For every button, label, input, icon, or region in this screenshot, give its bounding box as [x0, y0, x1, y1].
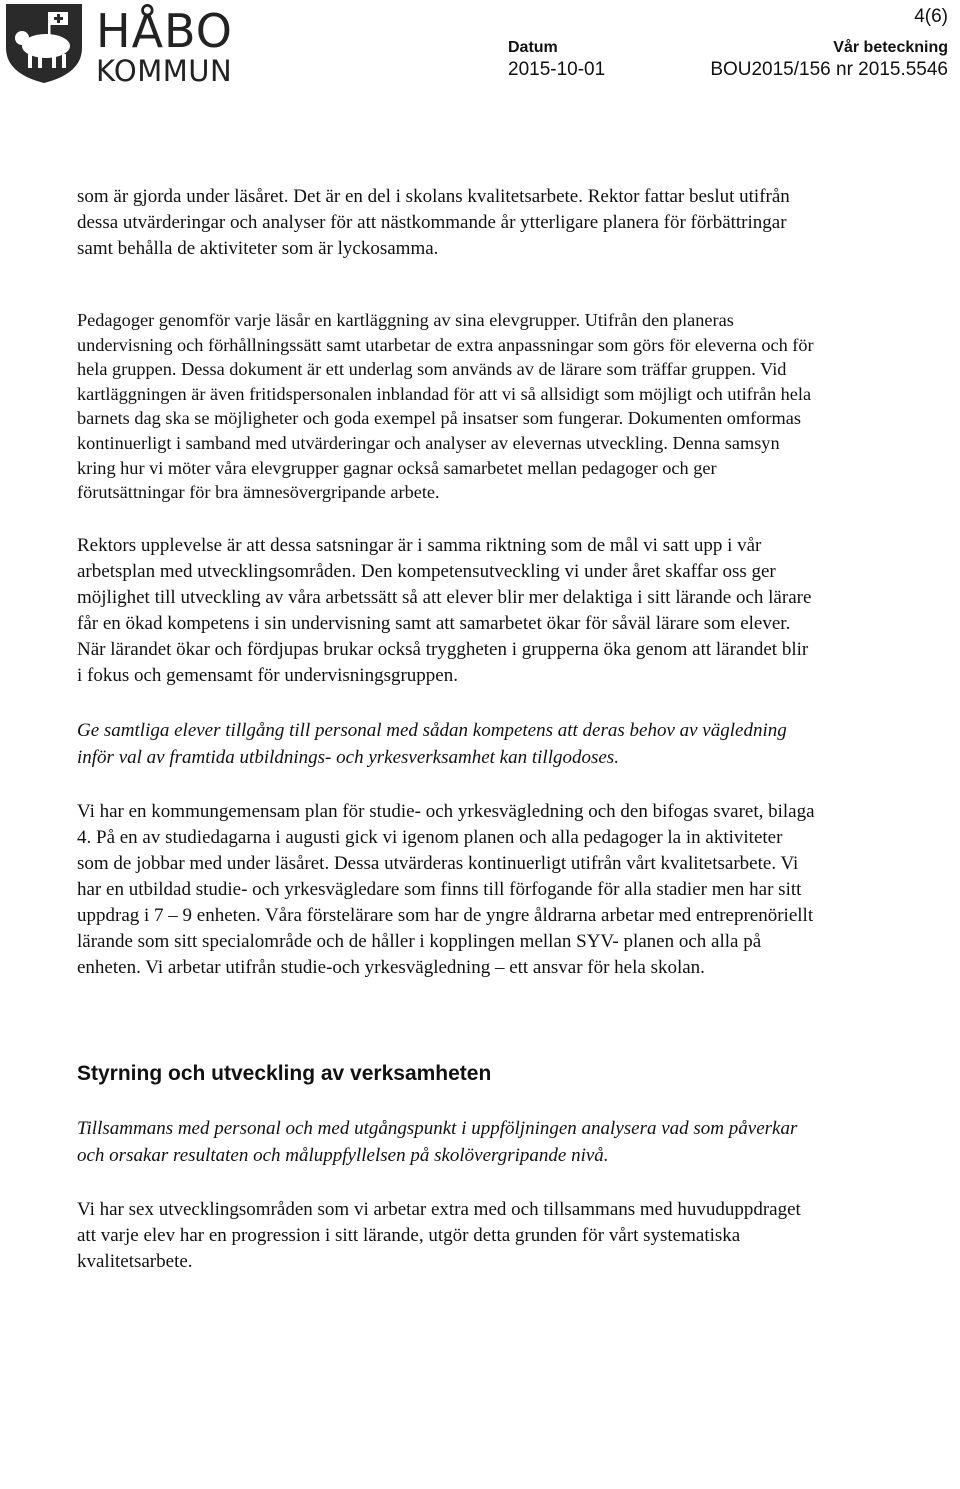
- reference-value: BOU2015/156 nr 2015.5546: [710, 59, 948, 80]
- paragraph-guidance-goal: Ge samtliga elever tillgång till personal med sådan kompetens att deras behov av vägledning inför val av framtida utbildnings- och yrkesverksamhet kan tillgodoses.: [77, 719, 787, 768]
- date-label: Datum: [508, 39, 558, 56]
- paragraph-mapping: Pedagoger genomför varje läsår en kartläggning av sina elevgrupper. Utifrån den planeras undervisning och förhållningssätt samt utarbetar de extra anpassningar som görs för eleverna och för hela gruppen. Dessa dokument är ett underlag som används av de lärare som träffar gruppen. Vid kartläggningen är även fritidspersonalen inblandad för att vi så allsidigt som möjligt och utifrån hela barnets dag ska se möjligheter och goda exempel på insatser som fungerar. Dokumenten omformas kontinuerligt i samband med utvärderingar och analyser av elevernas utveckling. Denna samsyn kring hur vi möter våra elevgrupper gagnar också samarbetet mellan pedagoger och ger förutsättningar för bra ämnesövergripande arbete.: [77, 310, 814, 503]
- paragraph-development-areas: Vi har sex utvecklingsområden som vi arbetar extra med och tillsammans med huvuduppdraget att varje elev har en progression i sitt lärande, utgör detta grunden för vårt systematiska kvalitetsarbete.: [77, 1198, 801, 1272]
- paragraph-quality-work: som är gjorda under läsåret. Det är en del i skolans kvalitetsarbete. Rektor fattar beslut utifrån dessa utvärderingar och analyser för att nästkommande år ytterligare planera för förbättringar samt behålla de aktiviteter som är lyckosamma.: [77, 186, 790, 259]
- logo-subtitle: KOMMUN: [96, 54, 233, 88]
- page-number: 4(6): [914, 6, 948, 27]
- date-block: [508, 38, 605, 82]
- reference-block: [710, 38, 948, 82]
- paragraph-rector-experience: Rektors upplevelse är att dessa satsningar är i samma riktning som de mål vi satt upp i vår arbetsplan med utvecklingsområden. Den kompetensutveckling vi under året skaffar oss ger möjlighet till utveckling av våra arbetssätt så att elever blir mer delaktiga i sitt lärande och lärare får en ökad kompetens i sin undervisning samt att samarbetet ökar för såväl lärare som elever.: [77, 534, 812, 634]
- reference-label: Vår beteckning: [833, 39, 948, 56]
- habo-coat-of-arms-logo: [4, 2, 84, 84]
- document-body: [77, 184, 817, 1275]
- section-heading: Styrning och utveckling av verksamheten: [77, 1061, 492, 1085]
- paragraph-analysis-goal: Tillsammans med personal och med utgångspunkt i uppföljningen analysera vad som påverkar och orsakar resultaten och måluppfyllelsen på skolövergripande nivå.: [77, 1117, 798, 1166]
- paragraph-guidance-plan: Vi har en kommungemensam plan för studie- och yrkesvägledning och den bifogas svaret, bilaga 4. På en av studiedagarna i augusti gick vi igenom planen och alla pedagoger la in aktiviteter som de jobbar med under läsåret. Dessa utvärderas kontinuerligt utifrån vårt kvalitetsarbete. Vi har en utbildad studie- och yrkesvägledare som finns till förfogande för alla stadier men har sitt uppdrag i 7 – 9 enheten. Våra förstelärare som har de yngre åldrarna arbetar med entreprenöriellt lärande som sitt specialområde och de håller i kopplingen mellan SYV- planen och alla på enheten. Vi arbetar utifrån studie-och yrkesvägledning – ett ansvar för hela skolan.: [77, 800, 815, 978]
- logo-wordmark: [96, 4, 234, 88]
- logo-name: HÅBO: [96, 4, 234, 58]
- date-value: 2015-10-01: [508, 59, 606, 80]
- paragraph-learning-security: När lärandet ökar och fördjupas brukar också tryggheten i grupperna öka genom att lärandet blir i fokus och gemensamt för undervisningsgruppen.: [77, 638, 809, 686]
